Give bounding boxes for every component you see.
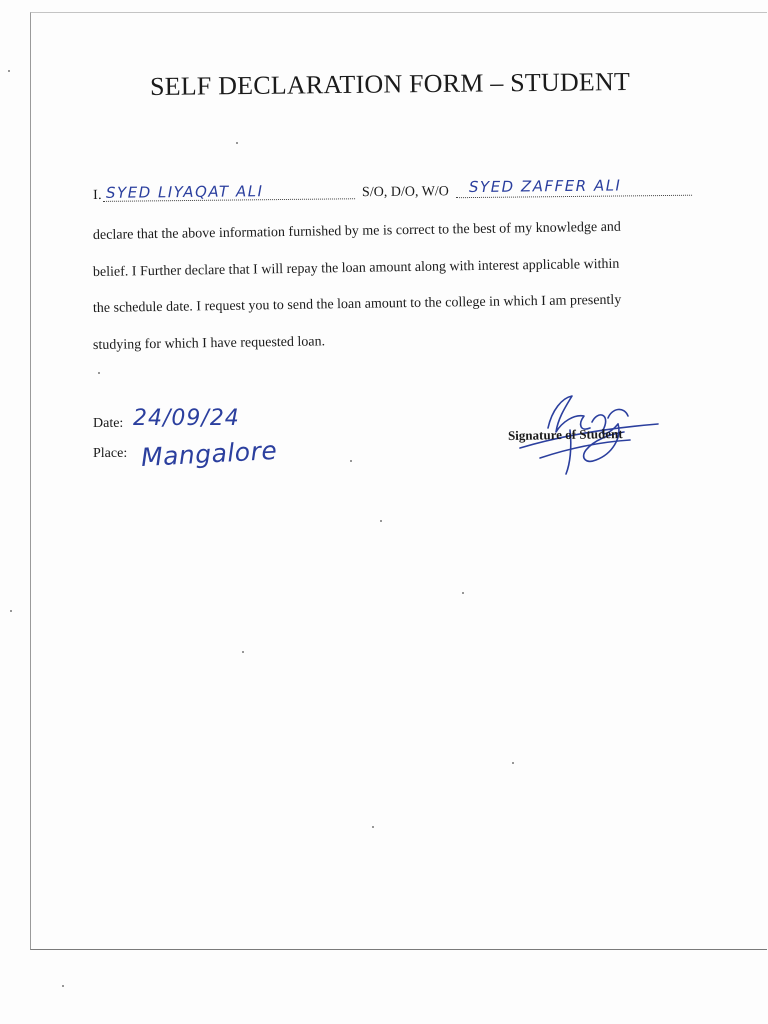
declarant-line: I . SYED LIYAQAT ALI S/O, D/O, W/O SYED ZAFFER ALI — [93, 172, 693, 208]
declaration-line-4: studying for which I have requested loan. — [92, 334, 326, 353]
scan-speck — [8, 70, 10, 72]
place-handwritten: Mangalore — [140, 435, 278, 472]
relation-options: S/O, D/O, W/O — [361, 184, 449, 201]
declaration-line-1: declare that the above information furnished by me is correct to the best of my knowledge and — [92, 219, 621, 243]
declarant-name-handwritten: SYED LIYAQAT ALI — [105, 182, 264, 202]
scan-speck — [62, 985, 64, 987]
scan-speck — [380, 520, 382, 522]
scan-speck — [236, 142, 238, 144]
date-handwritten: 24/09/24 — [133, 406, 240, 431]
scan-speck — [372, 826, 374, 828]
scan-speck — [350, 460, 352, 462]
place-label: Place: — [93, 446, 128, 461]
scan-speck — [98, 372, 100, 374]
parent-name-handwritten: SYED ZAFFER ALI — [468, 176, 622, 197]
scan-speck — [242, 651, 244, 653]
declaration-line-2: belief. I Further declare that I will repay the loan amount along with interest applicable within — [92, 256, 620, 280]
scan-speck — [512, 762, 514, 764]
scan-speck — [462, 592, 464, 594]
page-title: SELF DECLARATION FORM – STUDENT — [149, 66, 631, 101]
scan-speck — [10, 610, 12, 612]
declaration-line-3: the schedule date. I request you to send the loan amount to the college in which I am presently — [92, 292, 622, 316]
signature-label: Signature of Student — [507, 426, 623, 443]
declarant-prefix: I — [92, 187, 98, 203]
date-label: Date: — [93, 416, 124, 431]
